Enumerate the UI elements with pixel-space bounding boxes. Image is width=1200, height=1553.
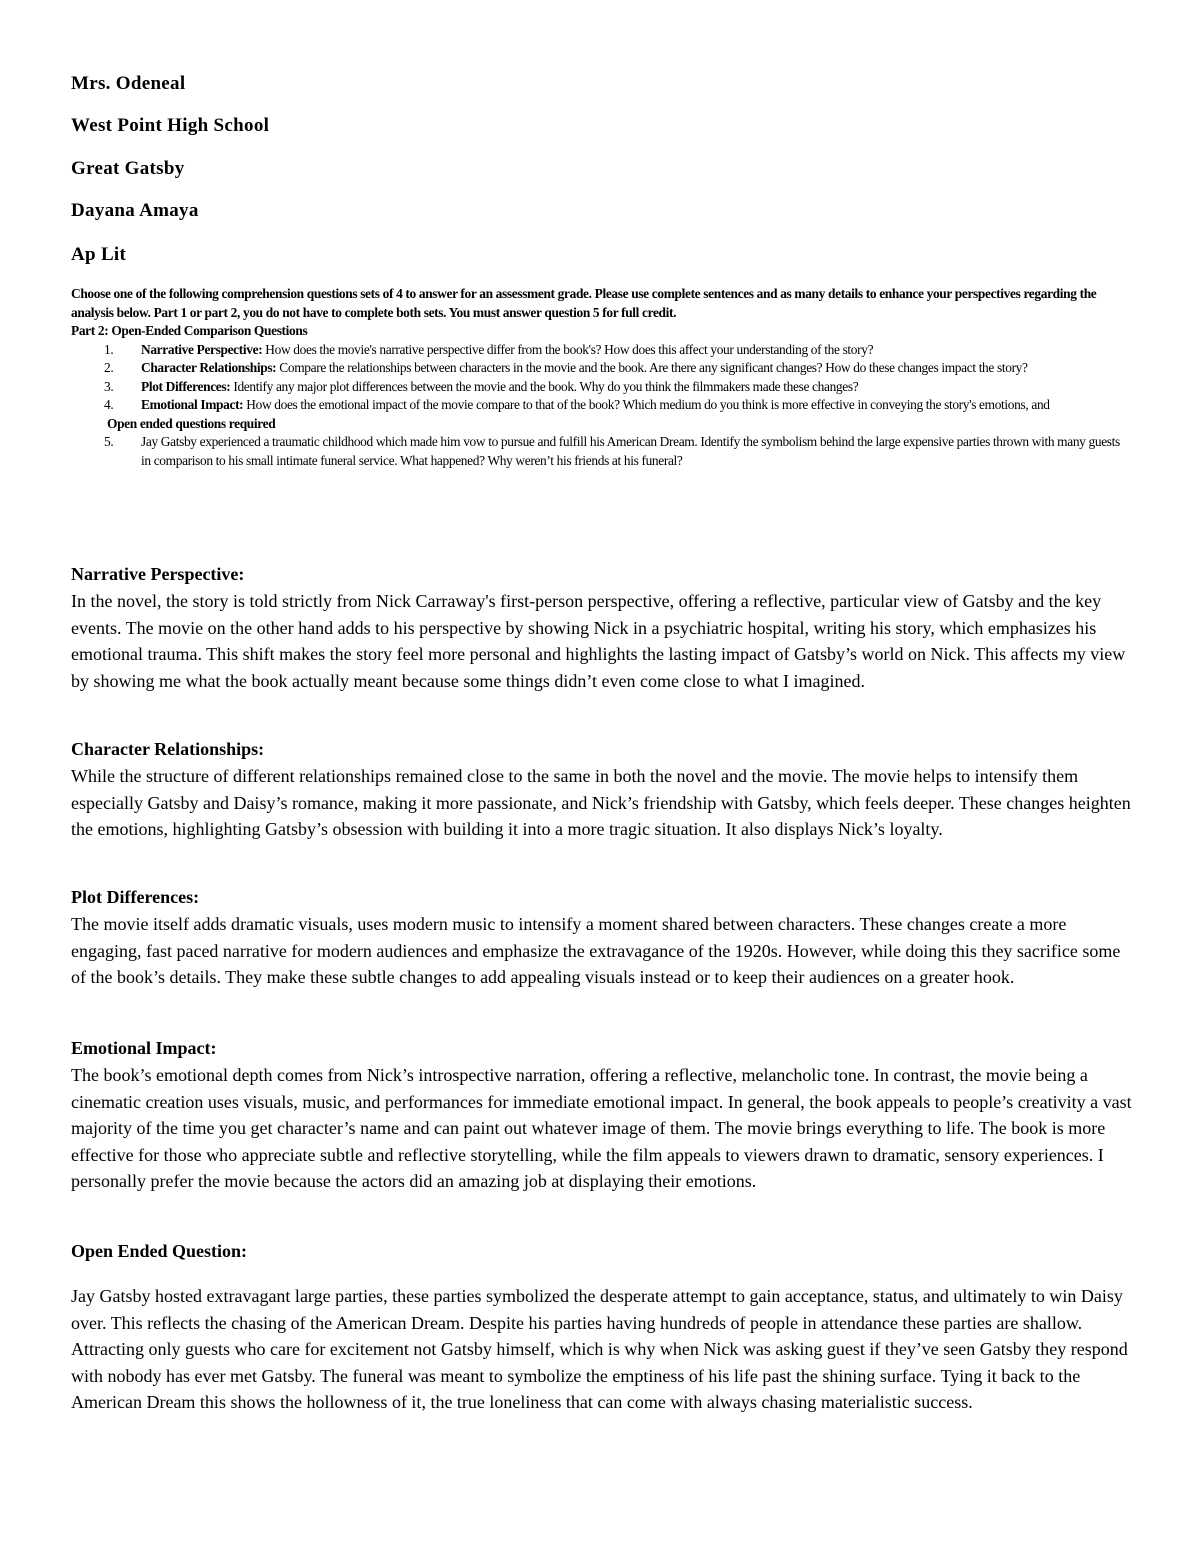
question-item xyxy=(71,396,1131,415)
teacher-name: Mrs. Odeneal xyxy=(71,73,186,94)
question-text: Jay Gatsby experienced a traumatic childhood which made him vow to pursue and fulfill his American Dream. Identify the symbolism behind the large expensive parties thrown with many guests in comparison to his small intimate funeral service. What happened? Why weren’t his friends at his funeral? xyxy=(141,434,1120,468)
course-name: Ap Lit xyxy=(71,244,127,265)
section-body: Jay Gatsby hosted extravagant large parties, these parties symbolized the desperate attempt to gain acceptance, status, and ultimately to win Daisy over. This reflects the chasing of the American Dream. Despite his parties having hundreds of people in attendance these parties are shallow. Attracting only guests who care for excitement not Gatsby himself, which is why when Nick was asking guest if they’ve seen Gatsby they respond with nobody has ever met Gatsby. The funeral was meant to symbolize the emptiness of his life past the shining surface. Tying it back to the American Dream this shows the hollowness of it, the true loneliness that can come with always chasing materialistic success. xyxy=(71,1286,1128,1413)
question-item xyxy=(71,359,1131,378)
question-number: 5. xyxy=(104,434,114,449)
question-text: Compare the relationships between characters in the movie and the book. Are there any significant changes? How do these changes impact the story? xyxy=(276,360,1028,375)
question-item xyxy=(71,378,1131,397)
book-title: Great Gatsby xyxy=(71,158,185,179)
question-item xyxy=(71,341,1131,360)
school-name: West Point High School xyxy=(71,115,270,136)
assignment-instructions xyxy=(71,285,1131,470)
question-number: 4. xyxy=(104,397,114,412)
question-term: Emotional Impact: xyxy=(141,397,244,412)
section-heading: Narrative Perspective: xyxy=(71,564,245,584)
question-term: Plot Differences: xyxy=(141,378,231,394)
instructions-intro: Choose one of the following comprehension questions sets of 4 to answer for an assessment grade. Please use complete sentences and as many details to enhance your perspectives regarding the analysis below. Part 1 or part 2, you do not have to complete both sets. You must answer question 5 for full credit. xyxy=(71,286,1097,320)
part-title: Part 2: Open-Ended Comparison Questions xyxy=(71,323,308,338)
section-heading: Plot Differences: xyxy=(71,887,200,907)
section-heading: Emotional Impact: xyxy=(71,1038,217,1058)
question-text: How does the movie's narrative perspective differ from the book's? How does this affect your understanding of the story? xyxy=(262,341,874,357)
question-number: 1. xyxy=(104,341,114,357)
question-text: How does the emotional impact of the movie compare to that of the book? Which medium do you think is more effective in conveying the story's emotions, and xyxy=(243,397,1050,412)
question-number: 3. xyxy=(104,378,114,394)
section-heading: Open Ended Question: xyxy=(71,1241,248,1261)
answer-open-ended xyxy=(71,1238,1136,1416)
question-term: Narrative Perspective: xyxy=(141,341,263,357)
section-body: The movie itself adds dramatic visuals, uses modern music to intensify a moment shared between characters. These changes create a more engaging, fast paced narrative for modern audiences and emphasize the extravagance of the 1920s. However, while doing this they sacrifice some of the book’s details. They make these subtle changes to add appealing visuals instead or to keep their audiences on a greater hook. xyxy=(71,914,1121,988)
required-question-list xyxy=(71,433,1131,470)
answer-narrative-perspective xyxy=(71,561,1136,694)
section-heading: Character Relationships: xyxy=(71,739,265,759)
question-number: 2. xyxy=(104,360,114,375)
question-list xyxy=(71,341,1131,415)
answer-emotional-impact xyxy=(71,1035,1136,1195)
question-text: Identify any major plot differences between the movie and the book. Why do you think the filmmakers made these changes? xyxy=(230,378,859,394)
student-name: Dayana Amaya xyxy=(71,200,199,221)
question-term: Character Relationships: xyxy=(141,360,277,375)
answer-character-relationships xyxy=(71,736,1136,843)
required-label: Open ended questions required xyxy=(107,415,276,431)
section-body: While the structure of different relationships remained close to the same in both the novel and the movie. The movie helps to intensify them especially Gatsby and Daisy’s romance, making it more passionate, and Nick’s friendship with Gatsby, which feels deeper. These changes heighten the emotions, highlighting Gatsby’s obsession with building it into a more tragic situation. It also displays Nick’s loyalty. xyxy=(71,766,1131,840)
question-item xyxy=(71,433,1131,470)
answer-plot-differences xyxy=(71,884,1136,991)
section-body: The book’s emotional depth comes from Nick’s introspective narration, offering a reflective, melancholic tone. In contrast, the movie being a cinematic creation uses visuals, music, and performances for immediate emotional impact. In general, the book appeals to people’s creativity a vast majority of the time you get character’s name and can paint out whatever image of them. The movie brings everything to life. The book is more effective for those who appreciate subtle and reflective storytelling, while the film appeals to viewers drawn to dramatic, sensory experiences. I personally prefer the movie because the actors did an amazing job at displaying their emotions. xyxy=(71,1065,1132,1192)
section-body: In the novel, the story is told strictly from Nick Carraway's first-person perspective, offering a reflective, particular view of Gatsby and the key events. The movie on the other hand adds to his perspective by showing Nick in a psychiatric hospital, writing his story, which emphasizes his emotional trauma. This shift makes the story feel more personal and highlights the lasting impact of Gatsby’s world on Nick. This affects my view by showing me what the book actually meant because some things didn’t even come close to what I imagined. xyxy=(71,591,1126,691)
